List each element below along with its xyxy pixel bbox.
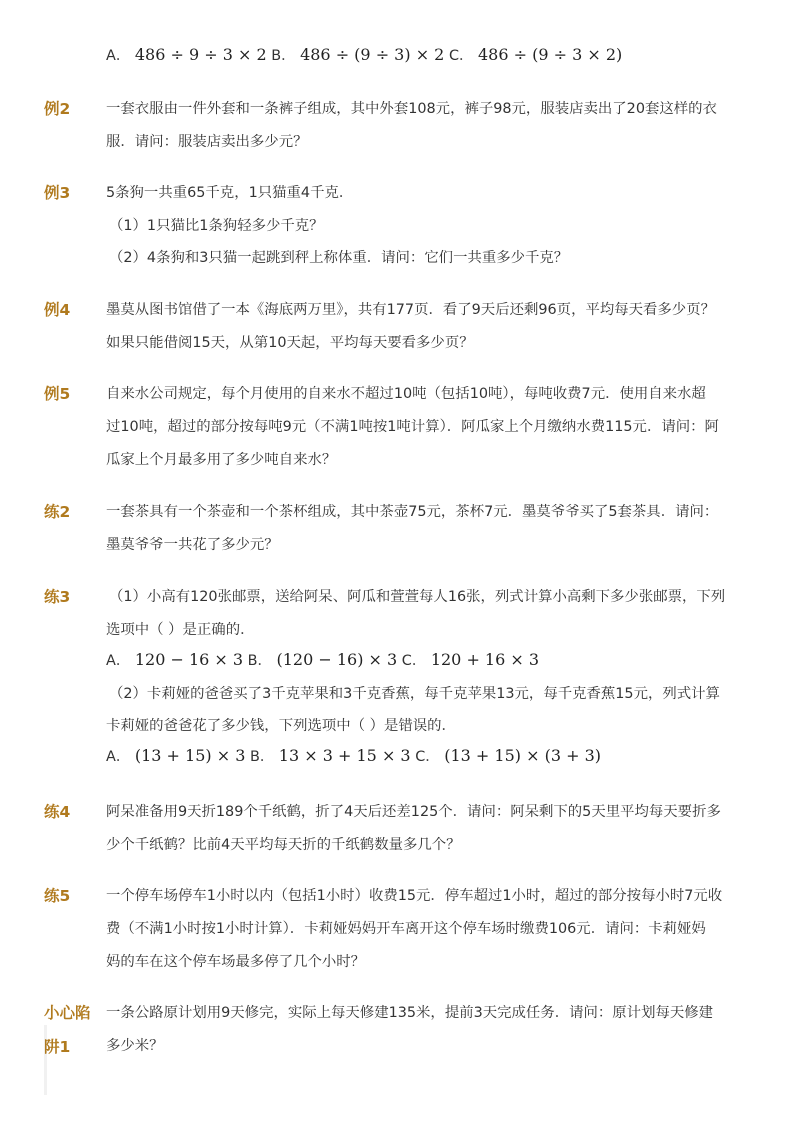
- practice-3-q2-options: [106, 746, 601, 767]
- option-a-expr: 486 ÷ 9 ÷ 3 × 2: [134, 45, 267, 64]
- option-b-expr: 13 × 3 + 15 × 3: [278, 746, 411, 765]
- practice-2-label: 练2: [44, 503, 71, 521]
- example-3-line-1: 5条狗一共重65千克，1只猫重4千克．: [106, 185, 354, 201]
- practice-5-line-2: 费（不满1小时按1小时计算）．卡莉娅妈妈开车离开这个停车场时缴费106元．请问：卡莉娅妈: [106, 921, 706, 937]
- option-b-letter: B．: [249, 749, 275, 765]
- option-a-letter: A．: [106, 48, 131, 64]
- option-a-letter: A．: [106, 749, 131, 765]
- example-2-line-1: 一套衣服由一件外套和一条裤子组成，其中外套108元，裤子98元，服装店卖出了20套这样的衣: [106, 101, 717, 117]
- example-3-question-2: （2）4条狗和3只猫一起跳到秤上称体重．请问：它们一共重多少千克？: [109, 250, 569, 266]
- option-a-letter: A．: [106, 653, 131, 669]
- example-2-line-2: 服．请问：服装店卖出多少元？: [106, 134, 308, 150]
- option-b-letter: B．: [271, 48, 296, 64]
- example-4-line-2: 如果只能借阅15天，从第10天起，平均每天要看多少页？: [106, 335, 474, 351]
- practice-2-line-1: 一套茶具有一个茶壶和一个茶杯组成，其中茶壶75元，茶杯7元．墨莫爷爷买了5套茶具．请问：: [106, 504, 719, 520]
- practice-5-line-3: 妈的车在这个停车场最多停了几个小时？: [106, 954, 366, 970]
- trap-1-line-1: 一条公路原计划用9天修完，实际上每天修建135米，提前3天完成任务．请问：原计划每天修建: [106, 1005, 714, 1021]
- example-5-line-2: 过10吨，超过的部分按每吨9元（不满1吨按1吨计算）．阿瓜家上个月缴纳水费115元．请问：阿: [106, 419, 719, 435]
- practice-5-line-1: 一个停车场停车1小时以内（包括1小时）收费15元．停车超过1小时，超过的部分按每小时7元收: [106, 888, 723, 904]
- option-a-expr: 120 − 16 × 3: [134, 650, 244, 669]
- option-b-expr: (120 − 16) × 3: [276, 650, 398, 669]
- practice-3-q1-line-2: 选项中（ ）是正确的．: [106, 622, 255, 638]
- option-c-letter: C．: [401, 653, 427, 669]
- example-4-line-1: 墨莫从图书馆借了一本《海底两万里》，共有177页．看了9天后还剩96页，平均每天看多少页？: [106, 302, 715, 318]
- trap-1-label-line-1: 小心陷: [44, 1004, 91, 1022]
- practice-4-label: 练4: [44, 803, 71, 821]
- practice-4-line-1: 阿呆准备用9天折189个千纸鹤，折了4天后还差125个．请问：阿呆剩下的5天里平均每天要折多: [106, 804, 721, 820]
- example-3-label: 例3: [44, 184, 71, 202]
- option-c-letter: C．: [448, 48, 474, 64]
- example-2-label: 例2: [44, 100, 71, 118]
- option-c-expr: 120 + 16 × 3: [430, 650, 540, 669]
- practice-3-q2-line-2: 卡莉娅的爸爸花了多少钱，下列选项中（ ）是错误的．: [106, 718, 456, 734]
- practice-3-q1-line-1: （1）小高有120张邮票，送给阿呆、阿瓜和萱萱每人16张，列式计算小高剩下多少张邮票，下列: [109, 589, 726, 605]
- option-c-expr: 486 ÷ (9 ÷ 3 × 2): [477, 45, 623, 64]
- practice-2-line-2: 墨莫爷爷一共花了多少元？: [106, 537, 279, 553]
- practice-3-q1-options: [106, 650, 539, 671]
- practice-3-q2-line-1: （2）卡莉娅的爸爸买了3千克苹果和3千克香蕉，每千克苹果13元，每千克香蕉15元，列式计算: [109, 686, 720, 702]
- option-b-letter: B．: [247, 653, 272, 669]
- example-4-label: 例4: [44, 301, 71, 319]
- trap-1-line-2: 多少米？: [106, 1038, 164, 1054]
- example-5-line-1: 自来水公司规定，每个月使用的自来水不超过10吨（包括10吨），每吨收费7元．使用自来水超: [106, 386, 706, 402]
- example-5-line-3: 瓜家上个月最多用了多少吨自来水？: [106, 452, 337, 468]
- top-options: [106, 45, 622, 66]
- example-5-label: 例5: [44, 385, 71, 403]
- practice-4-line-2: 少个千纸鹤？比前4天平均每天折的千纸鹤数量多几个？: [106, 837, 461, 853]
- option-a-expr: (13 + 15) × 3: [134, 746, 246, 765]
- option-b-expr: 486 ÷ (9 ÷ 3) × 2: [300, 45, 445, 64]
- example-3-question-1: （1）1只猫比1条狗轻多少千克？: [109, 218, 324, 234]
- option-c-expr: (13 + 15) × (3 + 3): [444, 746, 601, 765]
- option-c-letter: C．: [415, 749, 440, 765]
- practice-3-label: 练3: [44, 588, 71, 606]
- trap-1-label-line-2: 阱1: [44, 1038, 71, 1056]
- practice-5-label: 练5: [44, 887, 71, 905]
